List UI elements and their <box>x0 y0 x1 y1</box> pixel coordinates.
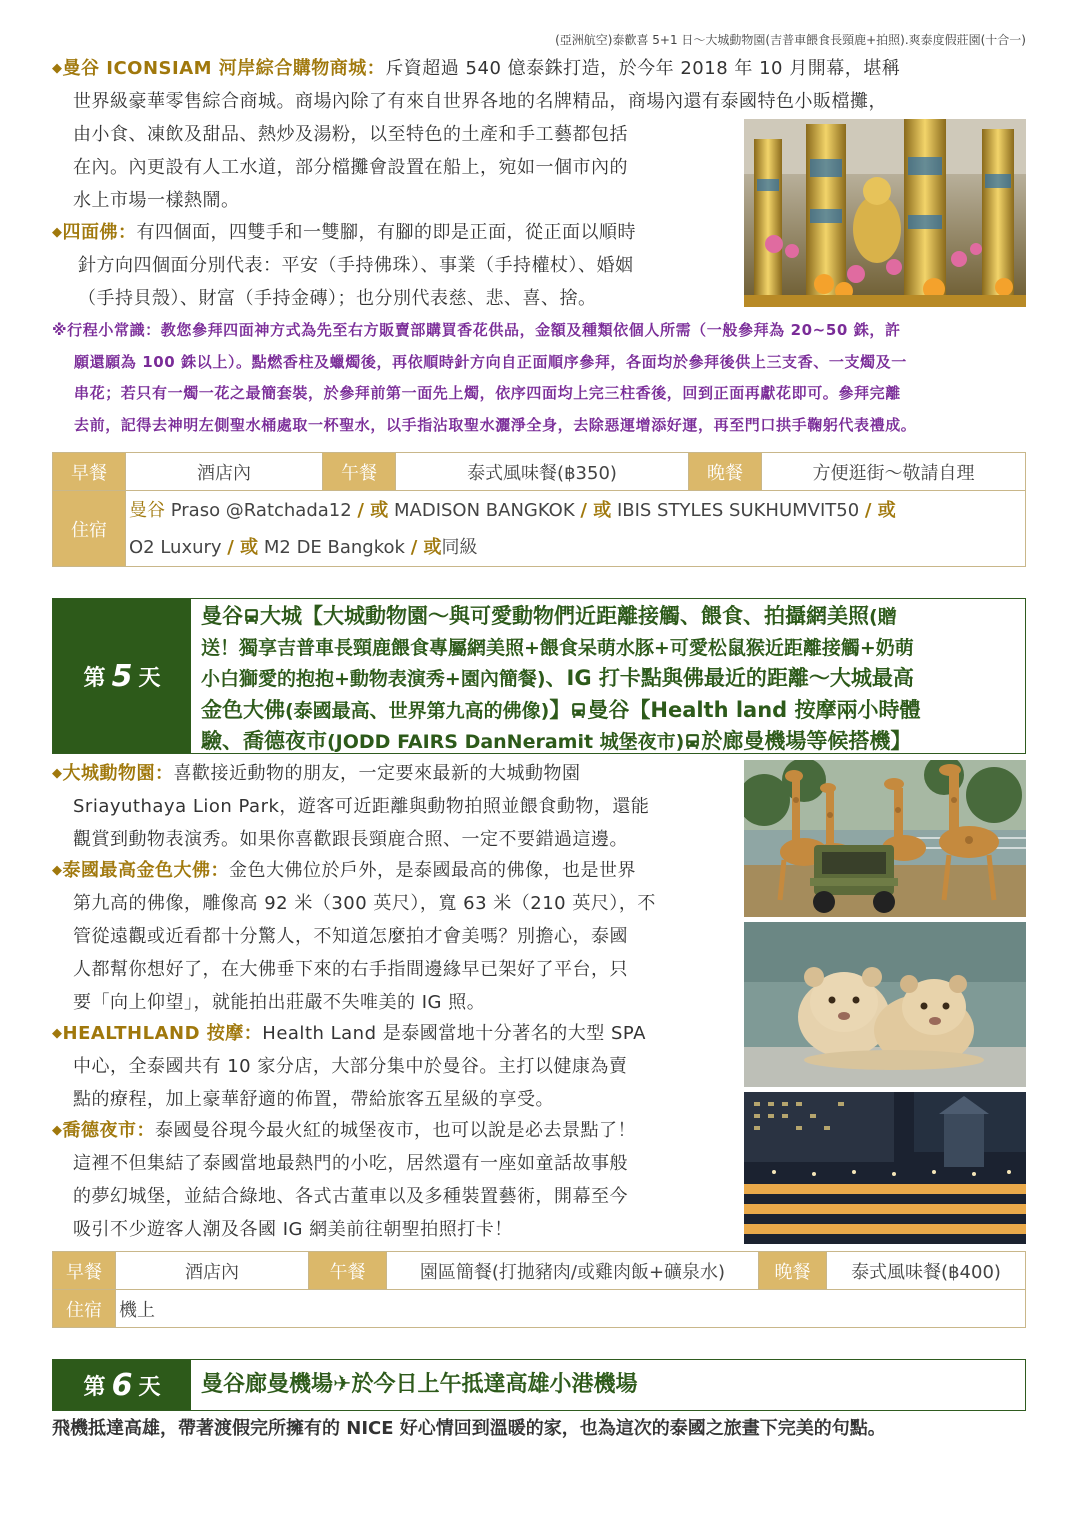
day5-header <box>52 598 1026 754</box>
hotel-name: IBIS STYLES SUKHUMVIT50 <box>611 499 865 521</box>
jodd-section <box>52 1114 742 1246</box>
dinner-value: 方便逛街～敬請自理 <box>762 453 1026 491</box>
itinerary-text: 於廊曼機場等候搭機】 <box>701 729 912 753</box>
golden-text: 金色大佛位於戶外，是泰國最高的佛像，也是世界 <box>229 860 636 881</box>
dinner-label: 晚餐 <box>689 453 762 491</box>
day-tag-prefix: 第 <box>83 1374 106 1400</box>
hotel-city: 曼谷 <box>129 499 165 521</box>
iconsiam-text: 世界級豪華零售綜合商城。商場內除了有來自世界各地的名牌精品，商場內還有泰國特色小販檔攤， <box>73 91 887 112</box>
itinerary-text: 曼谷【Health land 按摩兩小時體 <box>587 697 921 722</box>
day6-tag <box>53 1360 191 1410</box>
jodd-fairs-night-photo <box>744 1092 1026 1244</box>
day-tag-number: 5 <box>111 658 133 694</box>
tip-line: ※行程小常識：教您參拜四面神方式為先至右方販賣部購買香花供品，金額及種類依個人所需（一般參拜為 20~50 銖，許 <box>52 321 901 339</box>
itinerary-text: 金色大佛 <box>201 697 285 722</box>
iconsiam-text: 由小食、凍飲及甜品、熱炒及湯粉，以至特色的土產和手工藝都包括 <box>73 124 628 145</box>
tip-line: 去前，記得去神明左側聖水桶處取一杯聖水，以手指沾取聖水灑淨全身，去除惡運增添好運，再至門口拱手鞠躬代表禮成。 <box>74 415 917 434</box>
lion-cubs-photo <box>744 922 1026 1087</box>
itinerary-text: (泰國最高、世界第九高的佛像) <box>285 699 550 722</box>
lunch-label: 午餐 <box>309 1252 387 1290</box>
health-text: 中心，全泰國共有 10 家分店，大部分集中於曼谷。主打以健康為賣 <box>73 1056 628 1077</box>
golden-text: 要「向上仰望」，就能拍出莊嚴不失唯美的 IG 照。 <box>73 992 486 1013</box>
jodd-text: 吸引不少遊客人潮及各國 IG 網美前往朝聖拍照打卡！ <box>73 1219 513 1240</box>
zoo-title: 大城動物園： <box>62 763 174 784</box>
hotel-name: M2 DE Bangkok <box>258 536 411 558</box>
hotel-value <box>126 491 1026 567</box>
diamond-bullet-icon: ◆ <box>52 766 63 781</box>
buddha4-title: 四面佛： <box>62 222 137 243</box>
golden-text: 管從遠觀或近看都十分驚人，不知道怎麼拍才會美嗎？別擔心，泰國 <box>73 926 628 947</box>
hotel-or: / 或 <box>227 536 259 558</box>
bus-icon <box>243 608 260 625</box>
zoo-text: 觀賞到動物表演秀。如果你喜歡跟長頸鹿合照、一定不要錯過這邊。 <box>73 829 628 850</box>
hotel-label: 住宿 <box>53 491 126 567</box>
bus-icon <box>684 733 701 750</box>
day5-itinerary <box>201 601 1021 758</box>
iconsiam-text: 斥資超過 540 億泰銖打造，於今年 2018 年 10 月開幕，堪稱 <box>385 58 901 79</box>
golden-title: 泰國最高金色大佛： <box>62 860 229 881</box>
health-text: 點的療程，加上豪華舒適的佈置，帶給旅客五星級的享受。 <box>73 1089 554 1110</box>
itinerary-text: (JODD FAIRS DanNeramit 城堡夜市) <box>327 731 685 753</box>
itinerary-text: 曼谷廊曼機場 <box>201 1372 334 1397</box>
bus-icon <box>570 702 587 719</box>
hotel-or: / 或 <box>580 499 612 521</box>
itinerary-text: (贈 <box>869 606 897 628</box>
jodd-text: 的夢幻城堡，並結合綠地、各式古董車以及多種裝置藝術，開幕至今 <box>73 1186 628 1207</box>
iconsiam-title: 曼谷 ICONSIAM 河岸綜合購物商城： <box>62 58 386 79</box>
day-tag-suffix: 天 <box>138 665 161 691</box>
diamond-bullet-icon: ◆ <box>52 863 63 878</box>
lunch-value: 泰式風味餐(฿350) <box>396 453 689 491</box>
travel-tip <box>52 315 1028 441</box>
lunch-label: 午餐 <box>323 453 396 491</box>
day-tag-number: 6 <box>111 1367 133 1403</box>
dinner-value: 泰式風味餐(฿400) <box>827 1252 1026 1290</box>
breakfast-label: 早餐 <box>53 453 126 491</box>
day5-tag <box>53 599 191 753</box>
lunch-value: 園區簡餐(打拋豬肉/或雞肉飯+礦泉水) <box>387 1252 759 1290</box>
zoo-text: Sriayuthaya Lion Park，遊客可近距離與動物拍照並餵食動物，還能 <box>73 796 650 817</box>
closing-text: 飛機抵達高雄，帶著渡假完所擁有的 NICE 好心情回到溫暖的家，也為這次的泰國之旅畫下完美的句點。 <box>52 1418 886 1439</box>
day6-header <box>52 1359 1026 1411</box>
itinerary-text: 】 <box>549 697 571 722</box>
buddha4-text: 有四個面，四雙手和一雙腳，有腳的即是正面，從正面以順時 <box>136 222 636 243</box>
day-tag-suffix: 天 <box>138 1374 161 1400</box>
golden-text: 人都幫你想好了，在大佛垂下來的右手指間邊緣早已架好了平台，只 <box>73 959 628 980</box>
hotel-or: / 或 <box>357 499 389 521</box>
plane-icon: ✈ <box>333 1372 352 1397</box>
breakfast-value: 酒店內 <box>116 1252 309 1290</box>
hotel-value: 機上 <box>116 1290 1026 1328</box>
day-tag-prefix: 第 <box>83 665 106 691</box>
golden-buddha-section <box>52 854 742 1019</box>
hotel-or: / 或 <box>410 536 442 558</box>
zoo-text: 喜歡接近動物的朋友，一定要來最新的大城動物園 <box>173 763 581 784</box>
itinerary-text: 大城【大城動物園～與可愛動物們近距離接觸、餵食、拍攝網美照 <box>260 604 869 628</box>
iconsiam-text: 在內。內更設有人工水道，部分檔攤會設置在船上，宛如一個市內的 <box>73 157 628 178</box>
itinerary-text: 於今日上午抵達高雄小港機場 <box>351 1372 638 1397</box>
itinerary-text: 驗、喬德夜市 <box>201 729 327 753</box>
buddha4-text: （手持貝殼）、財富（手持金磚）；也分別代表慈、悲、喜、捨。 <box>78 288 597 309</box>
tip-line: 願還願為 100 銖以上）。點燃香柱及蠟燭後，再依順時針方向自正面順序參拜，各面均於參拜後供上三支香、一支燭及一 <box>74 352 907 371</box>
meals-table-day4 <box>52 452 1026 567</box>
tip-line: 串花；若只有一燭一花之最簡套裝，於參拜前第一面先上燭，依序四面均上完三柱香後，回到正面再獻花即可。參拜完離 <box>74 384 901 402</box>
hotel-name: 同級 <box>441 536 478 558</box>
iconsiam-text: 水上市場一樣熱鬧。 <box>73 190 240 211</box>
hotel-name: MADISON BANGKOK <box>388 499 581 521</box>
buddha4-text: 針方向四個面分別代表：平安（手持佛珠）、事業（手持權杖）、婚姻 <box>78 255 634 276</box>
four-faced-buddha-section <box>52 216 742 315</box>
healthland-section <box>52 1017 742 1116</box>
itinerary-text: 、IG 打卡點與佛最近的距離～大城最高 <box>545 666 914 690</box>
dinner-label: 晚餐 <box>759 1252 827 1290</box>
day6-itinerary <box>201 1360 637 1410</box>
diamond-bullet-icon: ◆ <box>52 61 63 76</box>
jodd-title: 喬德夜市： <box>62 1120 155 1141</box>
hotel-or: / 或 <box>864 499 896 521</box>
page-header: (亞洲航空)泰歡喜 5+1 日～大城動物園(吉普車餵食長頸鹿+拍照).爽泰度假莊園(十合一) <box>555 33 1026 47</box>
health-text: Health Land 是泰國當地十分著名的大型 SPA <box>262 1023 646 1044</box>
hotel-name: O2 Luxury <box>129 536 228 558</box>
diamond-bullet-icon: ◆ <box>52 225 63 240</box>
erawan-shrine-photo <box>744 119 1026 307</box>
diamond-bullet-icon: ◆ <box>52 1026 63 1041</box>
itinerary-text: 送！獨享吉普車長頸鹿餵食專屬網美照+餵食呆萌水豚+可愛松鼠猴近距離接觸+奶萌 <box>201 636 914 659</box>
jodd-text: 泰國曼谷現今最火紅的城堡夜市，也可以說是必去景點了！ <box>155 1120 636 1141</box>
hotel-label: 住宿 <box>53 1290 116 1328</box>
zoo-section <box>52 757 742 856</box>
diamond-bullet-icon: ◆ <box>52 1123 63 1138</box>
breakfast-value: 酒店內 <box>126 453 323 491</box>
hotel-name: Praso @Ratchada12 <box>165 499 358 521</box>
meals-table-day5 <box>52 1251 1026 1328</box>
itinerary-text: 小白獅愛的抱抱+動物表演秀+園內簡餐) <box>201 668 546 690</box>
breakfast-label: 早餐 <box>53 1252 116 1290</box>
itinerary-text: 曼谷 <box>201 604 243 628</box>
jodd-text: 這裡不但集結了泰國當地最熱門的小吃，居然還有一座如童話故事般 <box>73 1153 628 1174</box>
giraffe-jeep-photo <box>744 760 1026 917</box>
golden-text: 第九高的佛像，雕像高 92 米（300 英尺），寬 63 米（210 英尺），不 <box>73 893 656 914</box>
health-title: HEALTHLAND 按摩： <box>62 1023 263 1044</box>
